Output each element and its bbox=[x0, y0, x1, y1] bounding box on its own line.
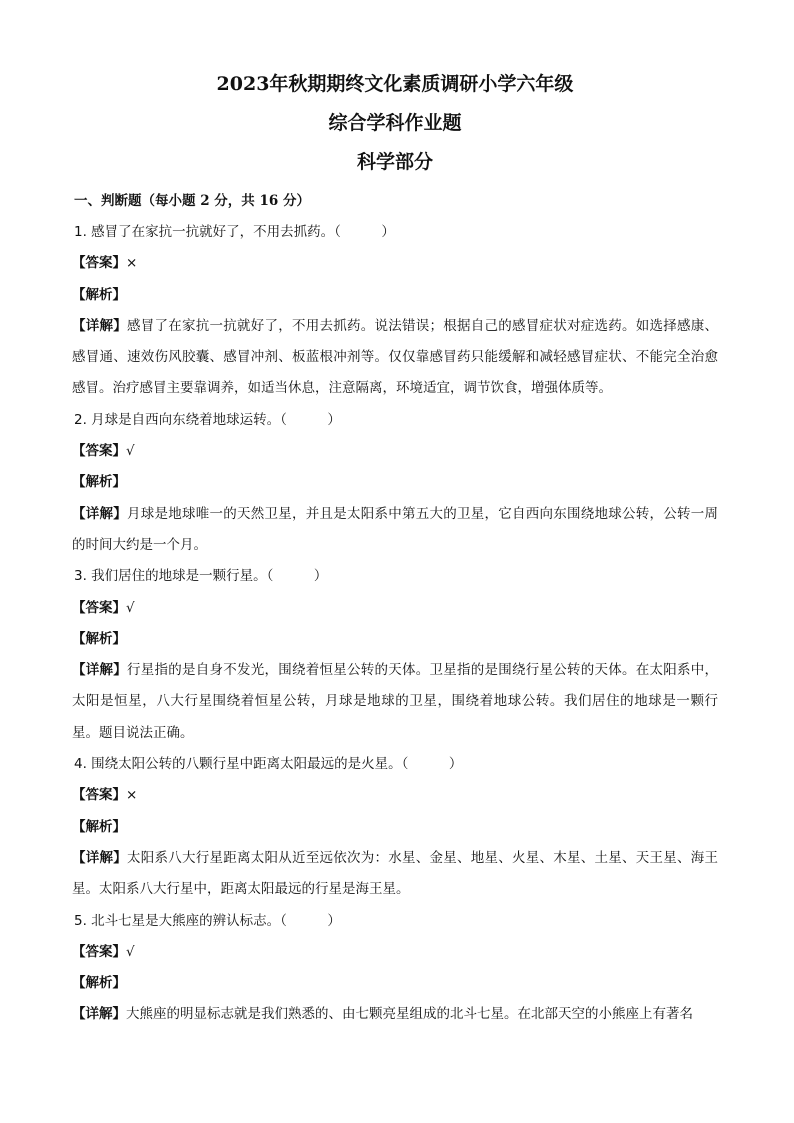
question-text: 5. 北斗七星是大熊座的辨认标志。（ ） bbox=[74, 912, 341, 929]
exam-title: 2023年秋期期终文化素质调研小学六年级 bbox=[216, 73, 574, 95]
question-block-1 bbox=[72, 217, 718, 405]
answer-value: √ bbox=[126, 599, 135, 616]
detail-text: 行星指的是自身不发光，围绕着恒星公转的天体。卫星指的是围绕行星公转的天体。在太阳系中，太阳是恒星，八大行星围绕着恒星公转，月球是地球的卫星，围绕着地球公转。我们居住的地球是一颗行星。题目说法正确。 bbox=[72, 662, 718, 741]
detail-text: 月球是地球唯一的天然卫星，并且是太阳系中第五大的卫星，它自西向东围绕地球公转，公转一周的时间大约是一个月。 bbox=[72, 505, 718, 553]
answer-label: 【答案】 bbox=[72, 443, 126, 460]
answer-value: √ bbox=[126, 443, 135, 460]
analysis-label: 【解析】 bbox=[72, 630, 126, 647]
detail-text: 感冒了在家抗一抗就好了，不用去抓药。说法错误；根据自己的感冒症状对症选药。如选择感康、感冒通、速效伤风胶囊、感冒冲剂、板蓝根冲剂等。仅仅靠感冒药只能缓解和减轻感冒症状、不能完全治愈感冒。治疗感冒主要靠调养，如适当休息，注意隔离，环境适宜，调节饮食，增强体质等。 bbox=[72, 317, 718, 397]
question-type-heading: 一、判断题（每小题 2 分，共 16 分） bbox=[74, 193, 310, 209]
answer-line bbox=[72, 937, 718, 968]
analysis-label: 【解析】 bbox=[72, 286, 126, 303]
detail-paragraph bbox=[72, 499, 718, 562]
answer-label: 【答案】 bbox=[72, 787, 126, 804]
detail-text: 大熊座的明显标志就是我们熟悉的、由七颗亮星组成的北斗七星。在北部天空的小熊座上有著名 bbox=[126, 1006, 693, 1023]
answer-line bbox=[72, 248, 718, 279]
detail-paragraph bbox=[72, 311, 718, 405]
answer-label: 【答案】 bbox=[72, 943, 126, 960]
detail-label: 【详解】 bbox=[72, 317, 127, 334]
answer-line bbox=[72, 780, 718, 811]
answer-value: √ bbox=[126, 943, 135, 960]
answer-line bbox=[72, 593, 718, 624]
analysis-label: 【解析】 bbox=[72, 975, 126, 992]
detail-label: 【详解】 bbox=[72, 662, 127, 679]
question-block-3 bbox=[72, 561, 718, 749]
question-text: 2. 月球是自西向东绕着地球运转。（ ） bbox=[74, 411, 341, 428]
answer-value: × bbox=[126, 255, 138, 272]
detail-paragraph bbox=[72, 999, 718, 1030]
detail-text: 太阳系八大行星距离太阳从近至远依次为：水星、金星、地星、火星、木星、土星、天王星、海王星。太阳系八大行星中，距离太阳最远的行星是海王星。 bbox=[72, 849, 718, 898]
exam-subtitle: 综合学科作业题 bbox=[328, 112, 462, 134]
detail-paragraph bbox=[72, 843, 718, 906]
answer-line bbox=[72, 436, 718, 467]
question-block-5 bbox=[72, 906, 718, 1031]
answer-value: × bbox=[126, 787, 138, 804]
answer-label: 【答案】 bbox=[72, 255, 126, 272]
question-block-2 bbox=[72, 405, 718, 561]
analysis-label: 【解析】 bbox=[72, 818, 126, 835]
question-block-4 bbox=[72, 749, 718, 905]
analysis-label: 【解析】 bbox=[72, 474, 126, 491]
question-text: 1. 感冒了在家抗一抗就好了，不用去抓药。（ ） bbox=[74, 224, 395, 240]
detail-label: 【详解】 bbox=[72, 1006, 126, 1023]
question-text: 4. 围绕太阳公转的八颗行星中距离太阳最远的是火星。（ ） bbox=[74, 756, 463, 773]
detail-paragraph bbox=[72, 655, 718, 749]
section-title: 科学部分 bbox=[356, 151, 433, 173]
answer-label: 【答案】 bbox=[72, 599, 126, 616]
detail-label: 【详解】 bbox=[72, 505, 127, 522]
detail-label: 【详解】 bbox=[72, 849, 127, 866]
question-text: 3. 我们居住的地球是一颗行星。（ ） bbox=[74, 568, 328, 585]
